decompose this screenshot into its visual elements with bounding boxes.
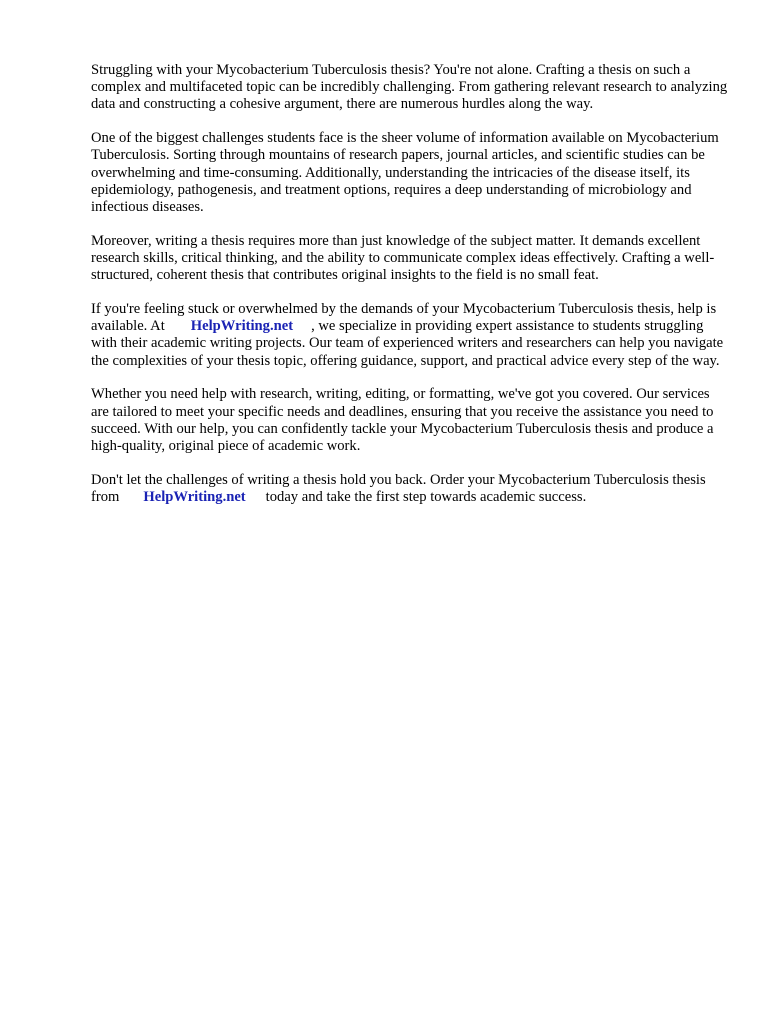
paragraph-help [91, 301, 731, 370]
paragraph-skills: Moreover, writing a thesis requires more than just knowledge of the subject matter. It demands excellent research skills, critical thinking, and the ability to communicate complex ideas effectively. Crafting a well-structured, coherent thesis that contributes original insights to the field is no small feat. [91, 232, 715, 284]
document-body [91, 62, 731, 523]
closing-text-after: today and take the first step towards academic success. [265, 489, 587, 506]
paragraph-services: Whether you need help with research, writing, editing, or formatting, we've got you covered. Our services are tailored to meet your specific needs and deadlines, ensuring that you receive the assistance you need to succeed. With our help, you can confidently tackle your Mycobacterium Tuberculosis thesis and produce a high-quality, original piece of academic work. [91, 386, 714, 455]
paragraph-challenges: One of the biggest challenges students face is the sheer volume of information available on Mycobacterium Tuberculosis. Sorting through mountains of research papers, journal articles, and scientific studies can be overwhelming and time-consuming. Additionally, understanding the intricacies of the disease itself, its epidemiology, pathogenesis, and treatment options, requires a deep understanding of microbiology and infectious diseases. [91, 130, 719, 216]
paragraph-closing [91, 472, 731, 506]
help-text-after: , we specialize in providing expert assistance to students struggling with their academic writing projects. Our team of experienced writers and researchers can help you navigate the complexities of your thesis topic, offering guidance, support, and practical advice every step of the way. [91, 318, 724, 369]
closing-text-before: Don't let the challenges of writing a thesis hold you back. Order your Mycobacterium Tuberculosis thesis from [91, 471, 706, 506]
helpwriting-link[interactable]: HelpWriting.net [190, 318, 294, 335]
help-text-before: If you're feeling stuck or overwhelmed by the demands of your Mycobacterium Tuberculosis thesis, help is available. At [91, 301, 717, 335]
paragraph-intro: Struggling with your Mycobacterium Tuberculosis thesis? You're not alone. Crafting a thesis on such a complex and multifaceted topic can be incredibly challenging. From gathering relevant research to analyzing data and constructing a cohesive argument, there are numerous hurdles along the way. [91, 62, 728, 113]
helpwriting-order-link[interactable]: HelpWriting.net [143, 489, 246, 506]
